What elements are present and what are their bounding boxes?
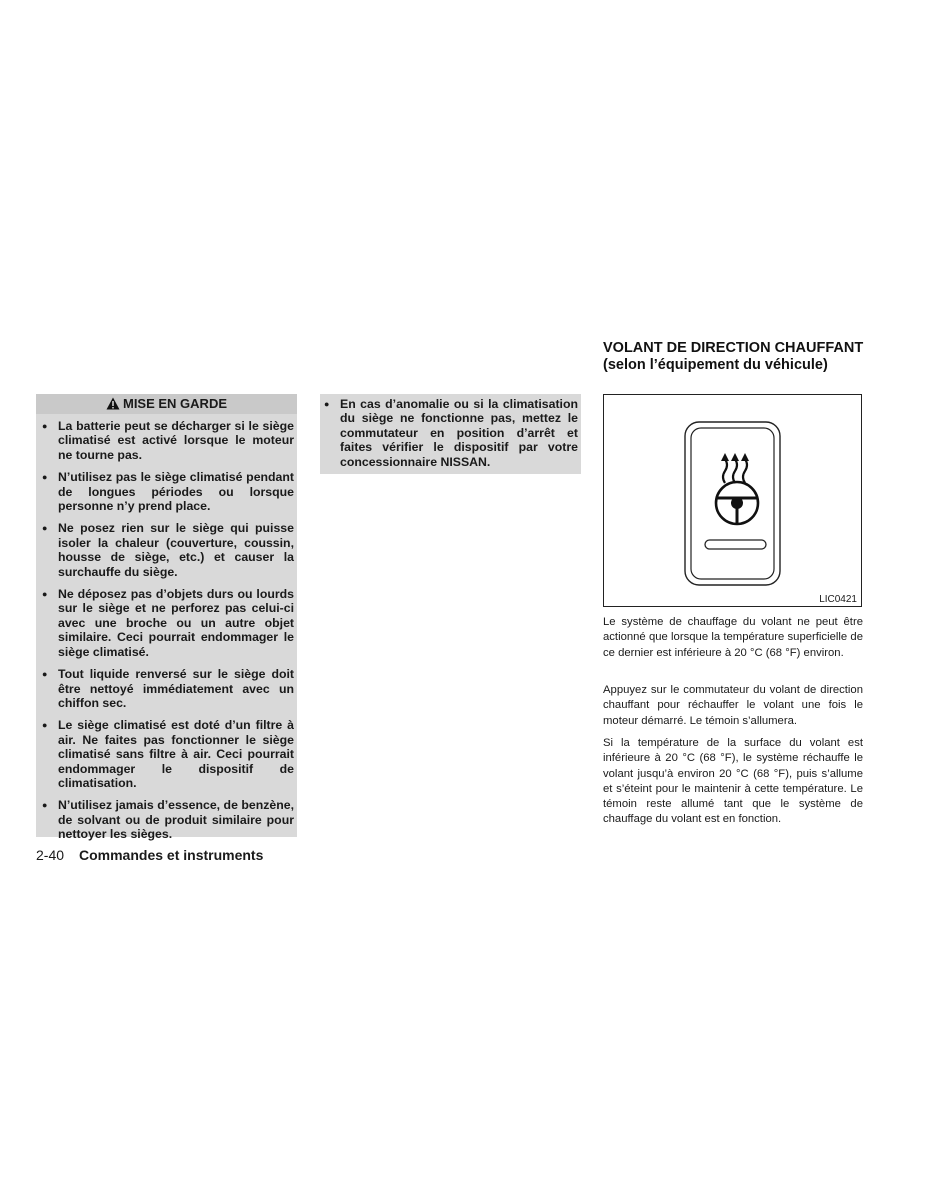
paragraph: Si la température de la surface du volant est inférieure à 20 °C (68 °F), le système réchauffe le volant jusqu’à environ 20 °C (68 °F), puis s’allume et s’éteint pour le maintenir à cette température. Le témoin reste allumé tant que le système de chauffage du volant est en fonction. xyxy=(603,737,863,826)
list-item: ● Ne posez rien sur le siège qui puisse isoler la chaleur (couverture, coussin, housse de siège, etc.) et causer la surchauffe du siège. xyxy=(40,521,294,579)
list-item: ● Le siège climatisé est doté d’un filtre à air. Ne faites pas fonctionner le siège climatisé sans filtre à air. Ceci pourrait endommager le dispositif de climatisation. xyxy=(40,718,294,790)
list-item: ● La batterie peut se décharger si le siège climatisé est activé lorsque le moteur ne tourne pas. xyxy=(40,419,294,462)
caution-header xyxy=(36,394,297,414)
list-item: ● Ne déposez pas d’objets durs ou lourds sur le siège et ne perforez pas celui-ci avec une broche ou un autre objet similaire. Ceci pourrait endommager le siège climatisé. xyxy=(40,587,294,659)
caution-list-continued xyxy=(322,397,578,477)
section-title: VOLANT DE DIRECTION CHAUFFANT xyxy=(603,340,864,356)
figure-heated-steering-switch xyxy=(603,394,862,607)
chapter-title: Commandes et instruments xyxy=(79,847,264,863)
caution-title: MISE EN GARDE xyxy=(122,396,227,411)
paragraph: Le système de chauffage du volant ne peut être actionné que lorsque la température superficielle de ce dernier est inférieure à 20 °C (68 °F) environ. xyxy=(603,616,863,659)
section-subtitle: (selon l’équipement du véhicule) xyxy=(603,357,828,373)
figure-code: LIC0421 xyxy=(819,594,857,605)
caution-list xyxy=(40,419,294,850)
page-number: 2-40 xyxy=(36,847,65,863)
list-item: ● En cas d’anomalie ou si la climatisation du siège ne fonctionne pas, mettez le commutateur en position d’arrêt et faites vérifier le dispositif par votre concessionnaire NISSAN. xyxy=(322,397,578,469)
list-item: ● Tout liquide renversé sur le siège doit être nettoyé immédiatement avec un chiffon sec. xyxy=(40,667,294,710)
heated-steering-switch-icon xyxy=(604,395,861,606)
paragraph: Appuyez sur le commutateur du volant de direction chauffant pour réchauffer le volant une fois le moteur démarré. Le témoin s’allumera. xyxy=(603,684,863,727)
list-item: ● N’utilisez jamais d’essence, de benzène, de solvant ou de produit similaire pour nettoyer les sièges. xyxy=(40,798,294,841)
section-heading xyxy=(603,340,873,374)
warning-triangle-icon xyxy=(106,396,120,416)
list-item: ● N’utilisez pas le siège climatisé pendant de longues périodes ou lorsque personne n’y prend place. xyxy=(40,470,294,513)
